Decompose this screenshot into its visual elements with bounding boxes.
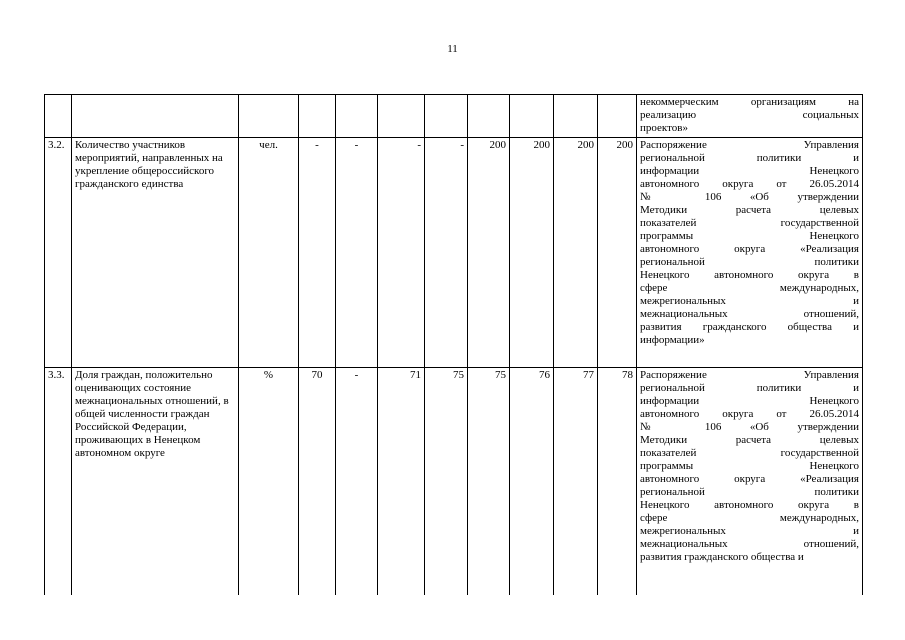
basis-line: Распоряжение Управления [640,139,859,151]
basis-document-cell [637,95,863,138]
value-cell: 77 [554,368,598,596]
basis-line: межрегиональных и [640,295,859,307]
basis-line: автономного округа от 26.05.2014 [640,178,859,190]
basis-line: программы Ненецкого [640,230,859,242]
basis-line: программы Ненецкого [640,460,859,472]
basis-line: информации» [640,334,705,346]
value-cell [554,95,598,138]
value-cell [336,95,378,138]
basis-line: Распоряжение Управления [640,369,859,381]
basis-line: автономного округа от 26.05.2014 [640,408,859,420]
basis-document-cell [637,138,863,368]
basis-line: сфере международных, [640,282,859,294]
basis-line: № 106 «Об утверждении [640,421,859,433]
basis-line: региональной политики и [640,382,859,394]
basis-line: сфере международных, [640,512,859,524]
unit-cell [239,95,299,138]
basis-line: информации Ненецкого [640,395,859,407]
value-cell [425,95,468,138]
value-cell: - [378,138,425,368]
basis-line: Методики расчета целевых [640,204,859,216]
indicator-name-cell: Доля граждан, положительно оценивающих состояние межнациональных отношений, в общей численности граждан Российской Федерации, проживающих в Ненецком автономном округе [72,368,239,596]
row-number-cell: 3.3. [45,368,72,596]
indicator-name-cell: Количество участников мероприятий, направленных на укрепление общероссийского гражданского единства [72,138,239,368]
table-row [45,95,863,138]
basis-line: автономного округа «Реализация [640,243,859,255]
value-cell: - [336,368,378,596]
table-row [45,138,863,368]
row-number-cell: 3.2. [45,138,72,368]
value-cell: - [299,138,336,368]
value-cell: 200 [554,138,598,368]
basis-line: Ненецкого автономного округа в [640,269,859,281]
basis-line: реализацию социальных [640,109,859,121]
value-cell: 75 [425,368,468,596]
basis-line: проектов» [640,122,688,134]
unit-cell: чел. [239,138,299,368]
basis-line: межнациональных отношений, [640,308,859,320]
basis-line: развития гражданского общества и [640,321,859,333]
basis-line: показателей государственной [640,447,859,459]
basis-line: автономного округа «Реализация [640,473,859,485]
value-cell [468,95,510,138]
basis-line: показателей государственной [640,217,859,229]
basis-line: развития гражданского общества и [640,551,804,563]
value-cell: 71 [378,368,425,596]
unit-cell: % [239,368,299,596]
value-cell: 76 [510,368,554,596]
page-number: 11 [447,43,458,55]
value-cell [378,95,425,138]
basis-line: Ненецкого автономного округа в [640,499,859,511]
indicator-name-cell [72,95,239,138]
value-cell: 78 [598,368,637,596]
value-cell [510,95,554,138]
value-cell: - [336,138,378,368]
basis-line: № 106 «Об утверждении [640,191,859,203]
basis-line: некоммерческим организациям на [640,96,859,108]
basis-line: межрегиональных и [640,525,859,537]
value-cell: 200 [510,138,554,368]
value-cell: 70 [299,368,336,596]
basis-line: межнациональных отношений, [640,538,859,550]
value-cell: 200 [468,138,510,368]
value-cell [598,95,637,138]
basis-line: Методики расчета целевых [640,434,859,446]
basis-line: региональной политики [640,486,859,498]
basis-line: региональной политики [640,256,859,268]
basis-document-cell [637,368,863,596]
value-cell: 75 [468,368,510,596]
value-cell [299,95,336,138]
row-number-cell [45,95,72,138]
table-row [45,368,863,596]
basis-line: информации Ненецкого [640,165,859,177]
value-cell: 200 [598,138,637,368]
basis-line: региональной политики и [640,152,859,164]
indicators-table [44,94,863,595]
value-cell: - [425,138,468,368]
